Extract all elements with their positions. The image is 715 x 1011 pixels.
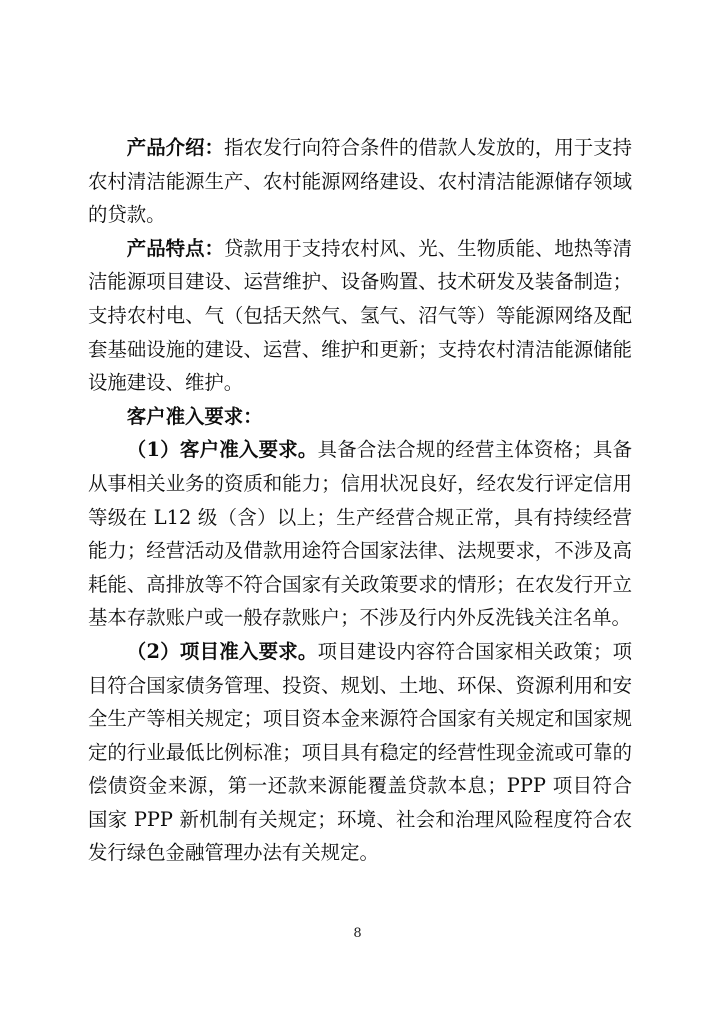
paragraph-text: 具备合法合规的经营主体资格；具备从事相关业务的资质和能力；信用状况良好，经农发行评定信用等级在 L12 级（含）以上；生产经营合规正常，具有持续经营能力；经营活动及借款用途符合国家法律、法规要求，不涉及高耗能、高排放等不符合国家有关政策要求的情形；在农发行开立基本存款账户或一般存款账户；不涉及行内外反洗钱关注名单。 [88, 438, 633, 630]
paragraph-lead: （1）客户准入要求。 [126, 438, 318, 462]
paragraph-project-admission-requirements [88, 635, 632, 870]
paragraph-lead: 产品特点： [126, 236, 224, 260]
paragraph-text: 贷款用于支持农村风、光、生物质能、地热等清洁能源项目建设、运营维护、设备购置、技术研发及装备制造；支持农村电、气（包括天然气、氢气、沼气等）等能源网络及配套基础设施的建设、运营、维护和更新；支持农村清洁能源储能设施建设、维护。 [88, 236, 633, 395]
heading-text: 客户准入要求： [126, 404, 263, 428]
paragraph-lead: 产品介绍： [126, 136, 224, 159]
paragraph-lead: （2）项目准入要求。 [126, 639, 318, 663]
document-body [88, 131, 632, 870]
paragraph-text: 指农发行向符合条件的借款人发放的，用于支持农村清洁能源生产、农村能源网络建设、农村清洁能源储存领域的贷款。 [88, 136, 633, 227]
paragraph-product-features [88, 232, 632, 400]
paragraph-text: 项目建设内容符合国家相关政策；项目符合国家债务管理、投资、规划、土地、环保、资源利用和安全生产等相关规定；项目资本金来源符合国家有关规定和国家规定的行业最低比例标准；项目具有稳定的经营性现金流或可靠的偿债资金来源，第一还款来源能覆盖贷款本息；PPP 项目符合国家 PPP 新机制有关规定；环境、社会和治理风险程度符合农发行绿色金融管理办法有关规定。 [88, 639, 633, 865]
paragraph-product-intro [88, 131, 632, 232]
page-number: 8 [353, 926, 362, 941]
paragraph-client-admission-requirements [88, 433, 632, 635]
heading-client-admission [88, 400, 632, 434]
